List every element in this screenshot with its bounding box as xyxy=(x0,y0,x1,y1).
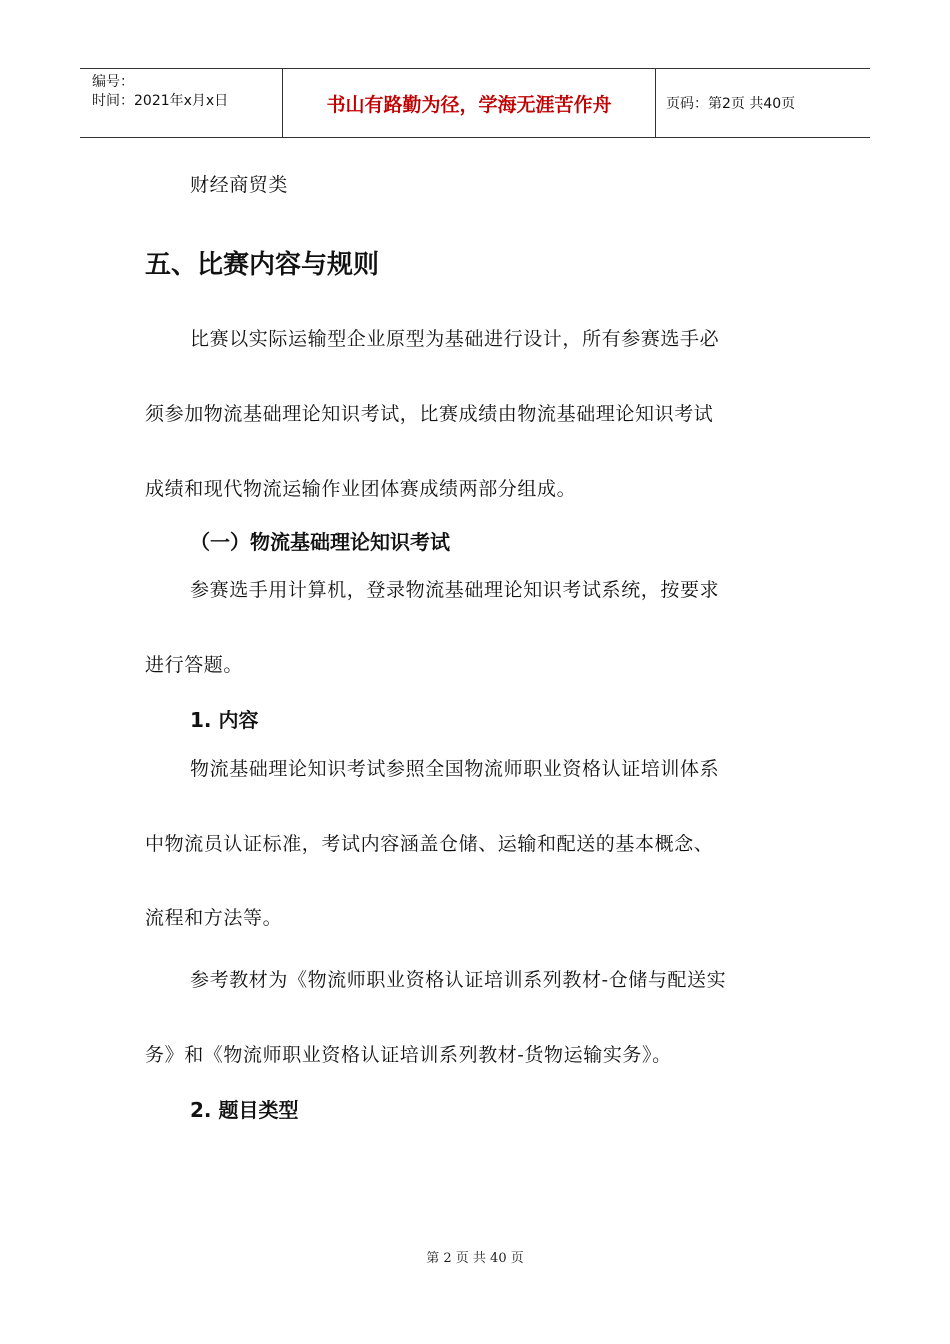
page-footer: 第 2 页 共 40 页 xyxy=(426,1251,524,1266)
header-divider xyxy=(655,69,656,137)
paragraph-line: 务》和《物流师职业资格认证培训系列教材-货物运输实务》。 xyxy=(145,1044,672,1066)
paragraph-line: 流程和方法等。 xyxy=(145,907,283,929)
paragraph-line: 比赛以实际运输型企业原型为基础进行设计，所有参赛选手必 xyxy=(190,328,720,350)
paragraph-line: 成绩和现代物流运输作业团体赛成绩两部分组成。 xyxy=(145,478,577,500)
page-header xyxy=(80,68,870,138)
header-time: 时间：2021年x月x日 xyxy=(92,93,229,109)
paragraph-line: 中物流员认证标准，考试内容涵盖仓储、运输和配送的基本概念、 xyxy=(145,833,714,855)
header-page-info: 页码：第2页 共40页 xyxy=(666,96,796,112)
paragraph-line: 物流基础理论知识考试参照全国物流师职业资格认证培训体系 xyxy=(190,758,720,780)
item-title: 2. 题目类型 xyxy=(190,1098,299,1122)
paragraph-line: 进行答题。 xyxy=(145,654,244,676)
section-title: 五、比赛内容与规则 xyxy=(145,250,380,280)
paragraph-line: 参赛选手用计算机，登录物流基础理论知识考试系统，按要求 xyxy=(190,579,720,601)
header-motto: 书山有路勤为径，学海无涯苦作舟 xyxy=(326,93,612,116)
header-meta xyxy=(92,73,228,111)
item-title: 1. 内容 xyxy=(190,708,259,732)
subsection-title: （一）物流基础理论知识考试 xyxy=(190,530,450,554)
category-text: 财经商贸类 xyxy=(190,174,289,196)
paragraph-line: 须参加物流基础理论知识考试，比赛成绩由物流基础理论知识考试 xyxy=(145,403,714,425)
paragraph-line: 参考教材为《物流师职业资格认证培训系列教材-仓储与配送实 xyxy=(190,969,727,991)
header-number: 编号： xyxy=(92,74,134,90)
